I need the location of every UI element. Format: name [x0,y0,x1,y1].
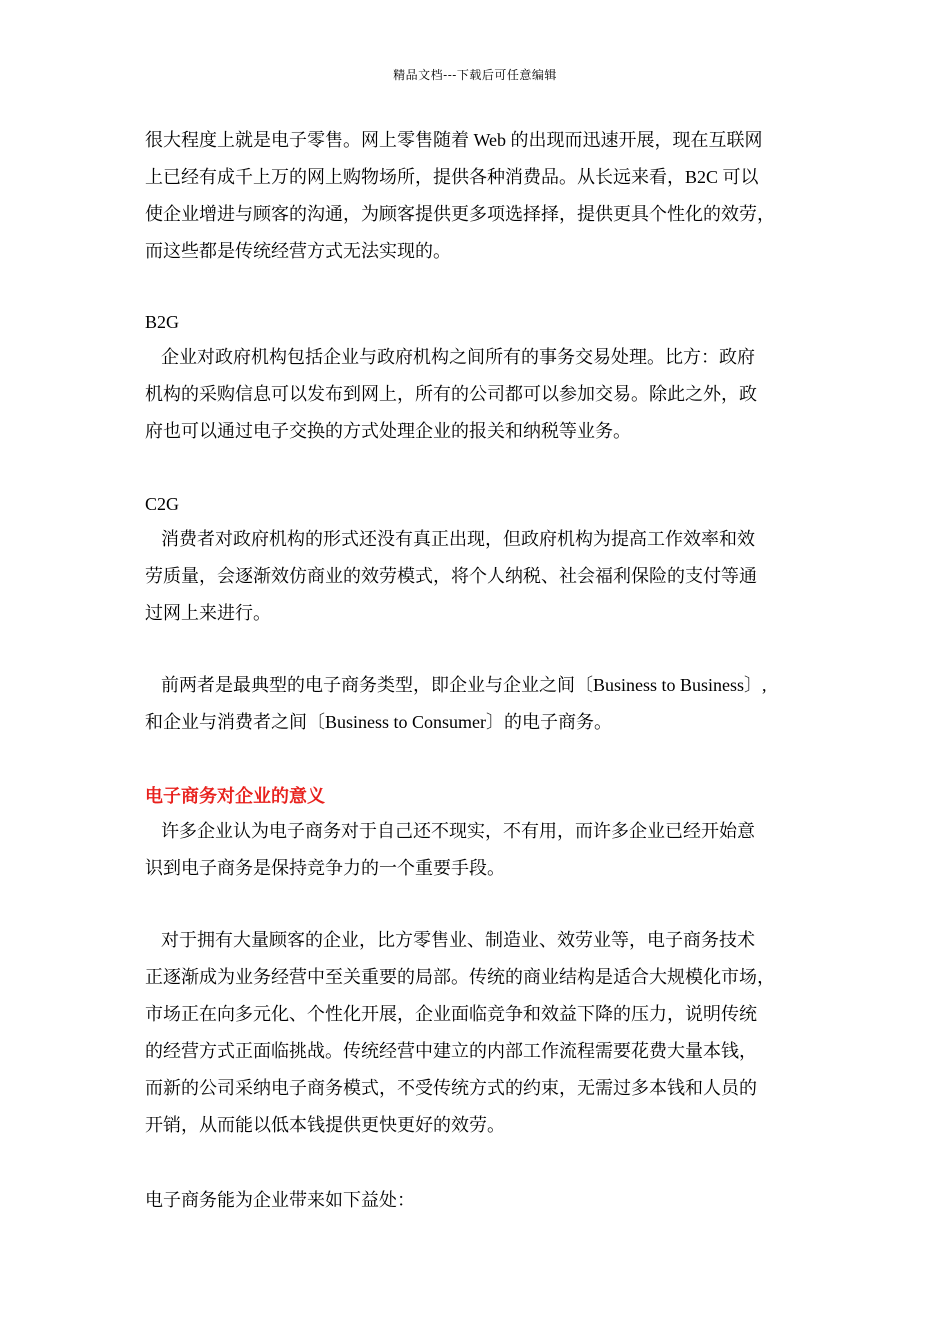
b2g-label: B2G [145,312,180,332]
text-line: 对于拥有大量顾客的企业，比方零售业、制造业、效劳业等，电子商务技术 [161,930,755,950]
paragraph-benefits-intro [145,1182,825,1219]
text-line: 上已经有成千上万的网上购物场所，提供各种消费品。从长远来看，B2C 可以 [145,167,759,187]
paragraph-meaning [145,813,825,887]
text-line: 很大程度上就是电子零售。网上零售随着 Web 的出现而迅速开展，现在互联网 [145,130,763,150]
text-line: 和企业与消费者之间〔Business to Consumer〕的电子商务。 [145,712,613,732]
text-line: 电子商务能为企业带来如下益处： [145,1190,415,1210]
text-line: 开销，从而能以低本钱提供更快更好的效劳。 [145,1115,505,1135]
section-heading: 电子商务对企业的意义 [145,786,325,807]
text-line: 许多企业认为电子商务对于自己还不现实，不有用，而许多企业已经开始意 [161,821,755,841]
text-line: 劳质量，会逐渐效仿商业的效劳模式，将个人纳税、社会福利保险的支付等通 [145,566,757,586]
text-line: 正逐渐成为业务经营中至关重要的局部。传统的商业结构是适合大规模化市场， [145,967,775,987]
c2g-label: C2G [145,494,180,514]
text-line: 而新的公司采纳电子商务模式，不受传统方式的约束，无需过多本钱和人员的 [145,1078,757,1098]
text-line: 使企业增进与顾客的沟通，为顾客提供更多项选择择，提供更具个性化的效劳， [145,204,775,224]
text-line: 消费者对政府机构的形式还没有真正出现，但政府机构为提高工作效率和效 [161,529,755,549]
text-line: 企业对政府机构包括企业与政府机构之间所有的事务交易处理。比方：政府 [161,347,755,367]
text-line: 府也可以通过电子交换的方式处理企业的报关和纳税等业务。 [145,421,631,441]
text-line: 市场正在向多元化、个性化开展，企业面临竞争和效益下降的压力，说明传统 [145,1004,757,1024]
paragraph-summary [145,667,825,741]
paragraph-b2c-continued [145,122,825,270]
paragraph-customers [145,922,825,1144]
text-line: 而这些都是传统经营方式无法实现的。 [145,241,451,261]
paragraph-c2g [145,521,825,632]
text-line: 识到电子商务是保持竞争力的一个重要手段。 [145,858,505,878]
page-header: 精品文档---下载后可任意编辑 [393,68,557,82]
text-line: 机构的采购信息可以发布到网上，所有的公司都可以参加交易。除此之外，政 [145,384,757,404]
text-line: 前两者是最典型的电子商务类型，即企业与企业之间〔Business to Business〕, [161,675,767,695]
text-line: 过网上来进行。 [145,603,271,623]
text-line: 的经营方式正面临挑战。传统经营中建立的内部工作流程需要花费大量本钱， [145,1041,757,1061]
paragraph-b2g [145,339,825,450]
